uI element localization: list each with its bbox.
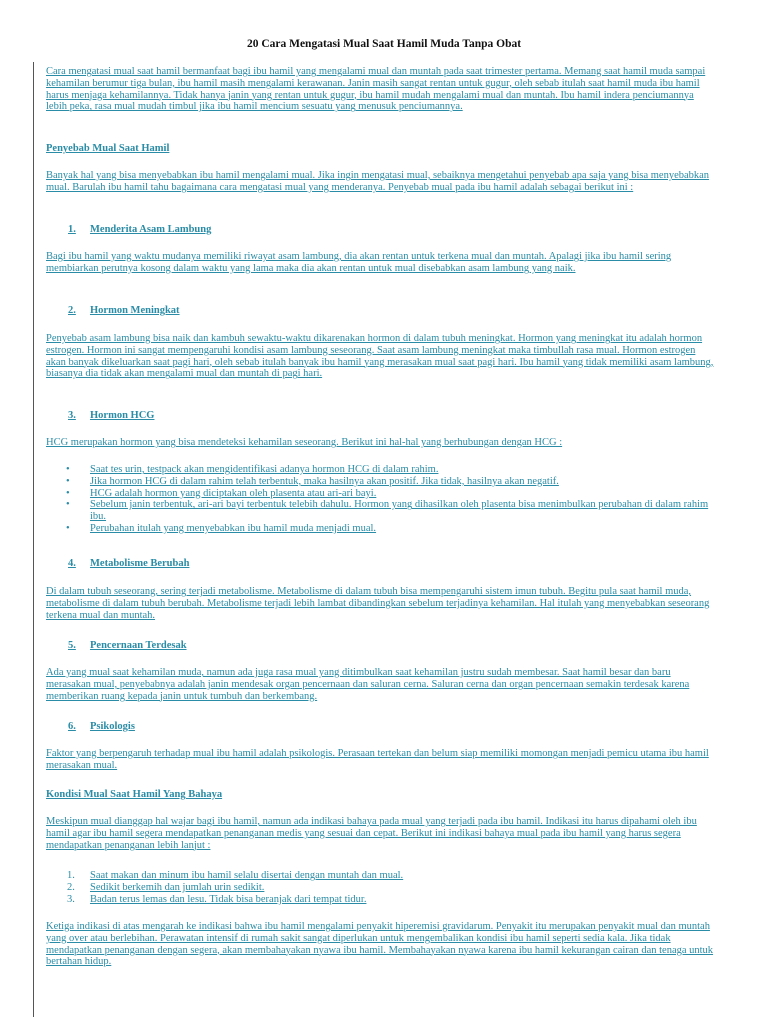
list-item: • Perubahan itulah yang menyebabkan ibu hamil muda menjadi mual. (46, 523, 716, 535)
cause-number: 6. (68, 721, 76, 732)
closing-paragraph: Ketiga indikasi di atas mengarah ke indikasi bahwa ibu hamil mengalami penyakit hiperemisi gravidarum. Penyakit itu merupakan penyakit mual dan muntah yang over atau berlebihan. Perawatan intensif di rumah sakit sangat diperlukan untuk mengembalikan kondisi ibu hamil seperti sedia kala. Jika tidak mendapatkan penanganan dengan segera, akan membahayakan nyawa ibu hamil. Membahayakan nyawa karena ibu hamil kekurangan cairan dan tenaga untuk bertahan hidup. (46, 921, 714, 968)
list-item-number: 1. (67, 870, 75, 881)
cause-heading-1 (46, 224, 211, 236)
page-margin-line (33, 62, 34, 1017)
hcg-bullet-list (46, 464, 716, 535)
list-item-text: Badan terus lemas dan lesu. Tidak bisa beranjak dari tempat tidur. (90, 893, 367, 905)
cause-heading-6 (46, 721, 135, 733)
cause-text-4: Di dalam tubuh seseorang, sering terjadi metabolisme. Metabolisme di dalam tubuh bisa mempengaruhi sistem imun tubuh. Begitu pula saat hamil muda, metabolisme di dalam tubuh berubah. Metabolisme terjadi lebih lambat dibandingkan sebelum terjadinya kehamilan. Hal itulah yang menyebabkan seseorang terkena mual dan muntah. (46, 586, 710, 621)
document-title: 20 Cara Mengatasi Mual Saat Hamil Muda Tanpa Obat (246, 38, 522, 50)
section-heading-penyebab: Penyebab Mual Saat Hamil (46, 143, 170, 154)
list-item: • Saat tes urin, testpack akan mengidentifikasi adanya hormon HCG di dalam rahim. (46, 464, 716, 476)
cause-text-5: Ada yang mual saat kehamilan muda, namun ada juga rasa mual yang ditimbulkan saat kehamilan justru sudah membesar. Saat hamil besar dan baru merasakan mual, penyebabnya adalah janin mendesak organ pencernaan dan saluran cerna. Saluran cerna dan organ pencernaan semakin terdesak karena memberikan ruang kepada janin untuk tumbuh dan berkembang. (46, 667, 690, 702)
cause-number: 3. (68, 410, 76, 421)
cause-title: Hormon Meningkat (90, 305, 180, 316)
cause-heading-2 (46, 305, 180, 317)
cause-title: Metabolisme Berubah (90, 558, 190, 569)
section-heading-kondisi: Kondisi Mual Saat Hamil Yang Bahaya (46, 789, 223, 800)
cause-heading-5 (46, 640, 187, 652)
cause-text-6: Faktor yang berpengaruh terhadap mual ibu hamil adalah psikologis. Perasaan tertekan dan belum siap memiliki momongan menjadi pemicu utama ibu hamil merasakan mual. (46, 748, 709, 771)
cause-text-1: Bagi ibu hamil yang waktu mudanya memiliki riwayat asam lambung, dia akan rentan untuk terkena mual dan muntah. Apalagi jika ibu hamil sering membiarkan perutnya kosong dalam waktu yang lama maka dia akan rentan untuk mual disebabkan asam lambung yang naik. (46, 251, 672, 274)
cause-title: Hormon HCG (90, 410, 155, 421)
list-item (46, 894, 716, 906)
penyebab-paragraph: Banyak hal yang bisa menyebabkan ibu hamil mengalami mual. Jika ingin mengatasi mual, sebaiknya mengetahui penyebab apa saja yang bisa menyebabkan mual. Barulah ibu hamil tahu bagaimana cara mengatasi mual yang menderanya. Penyebab mual pada ibu hamil adalah sebagai berikut ini : (46, 170, 710, 193)
list-item (46, 882, 716, 894)
cause-number: 5. (68, 640, 76, 651)
cause-title: Psikologis (90, 721, 135, 732)
danger-sign-list (46, 870, 716, 905)
cause-text-3: HCG merupakan hormon yang bisa mendeteksi kehamilan seseorang. Berikut ini hal-hal yang berhubungan dengan HCG : (46, 437, 563, 448)
kondisi-paragraph: Meskipun mual dianggap hal wajar bagi ibu hamil, namun ada indikasi bahaya pada mual yang terjadi pada ibu hamil. Indikasi itu harus dipahami oleh ibu hamil agar ibu hamil segera mendapatkan penanganan medis yang sesuai dan cepat. Berikut ini indikasi bahaya mual pada ibu hamil yang harus segera mendapatkan penanganan lebih lanjut : (46, 816, 697, 851)
cause-heading-4 (46, 558, 189, 570)
list-item (46, 870, 716, 882)
cause-title: Menderita Asam Lambung (90, 224, 212, 235)
cause-heading-3 (46, 410, 154, 422)
list-item: • Jika hormon HCG di dalam rahim telah terbentuk, maka hasilnya akan positif. Jika tidak, hasilnya akan negatif. (46, 476, 716, 488)
cause-text-2: Penyebab asam lambung bisa naik dan kambuh sewaktu-waktu dikarenakan hormon di dalam tubuh meningkat. Hormon yang meningkat itu adalah hormon estrogen. Hormon ini sangat mempengaruhi kondisi asam lambung seseorang. Saat asam lambung meningkat maka timbullah rasa mual. Hormon estrogen akan banyak dikeluarkan saat pagi hari, oleh sebab itulah banyak ibu hamil yang merasakan mual saat pagi hari. Ibu hamil yang tidak memiliki asam lambung, biasanya dia tidak akan mengalami mual dan muntah di pagi hari. (46, 333, 714, 380)
list-item-text: Saat makan dan minum ibu hamil selalu disertai dengan muntah dan mual. (90, 870, 404, 881)
list-item-number: 3. (67, 893, 75, 905)
list-item: • HCG adalah hormon yang diciptakan oleh plasenta atau ari-ari bayi. (46, 488, 716, 500)
cause-title: Pencernaan Terdesak (90, 640, 187, 651)
cause-number: 1. (68, 224, 76, 235)
list-item-number: 2. (67, 881, 75, 893)
cause-number: 4. (68, 558, 76, 569)
cause-number: 2. (68, 305, 76, 316)
list-item-text: Sedikit berkemih dan jumlah urin sedikit. (90, 881, 265, 893)
list-item: • Sebelum janin terbentuk, ari-ari bayi terbentuk telebih dahulu. Hormon yang dihasilkan oleh plasenta bisa menimbulkan perubahan di dalam rahim ibu. (46, 499, 716, 523)
intro-paragraph: Cara mengatasi mual saat hamil bermanfaat bagi ibu hamil yang mengalami mual dan muntah pada saat trimester pertama. Memang saat hamil muda sampai kehamilan berumur tiga bulan, ibu hamil masih mengalami kerawanan. Janin masih sangat rentan untuk gugur, oleh sebab itulah saat hamil muda ibu hamil harus menjaga kehamilannya. Tidak hanya janin yang rentan untuk gugur, ibu hamil mudah mengalami mual dan muntah. Ibu hamil indera penciumannya lebih peka, rasa mual mudah timbul jika ibu hamil mencium sesuatu yang menusuk penciumannya. (46, 66, 706, 113)
